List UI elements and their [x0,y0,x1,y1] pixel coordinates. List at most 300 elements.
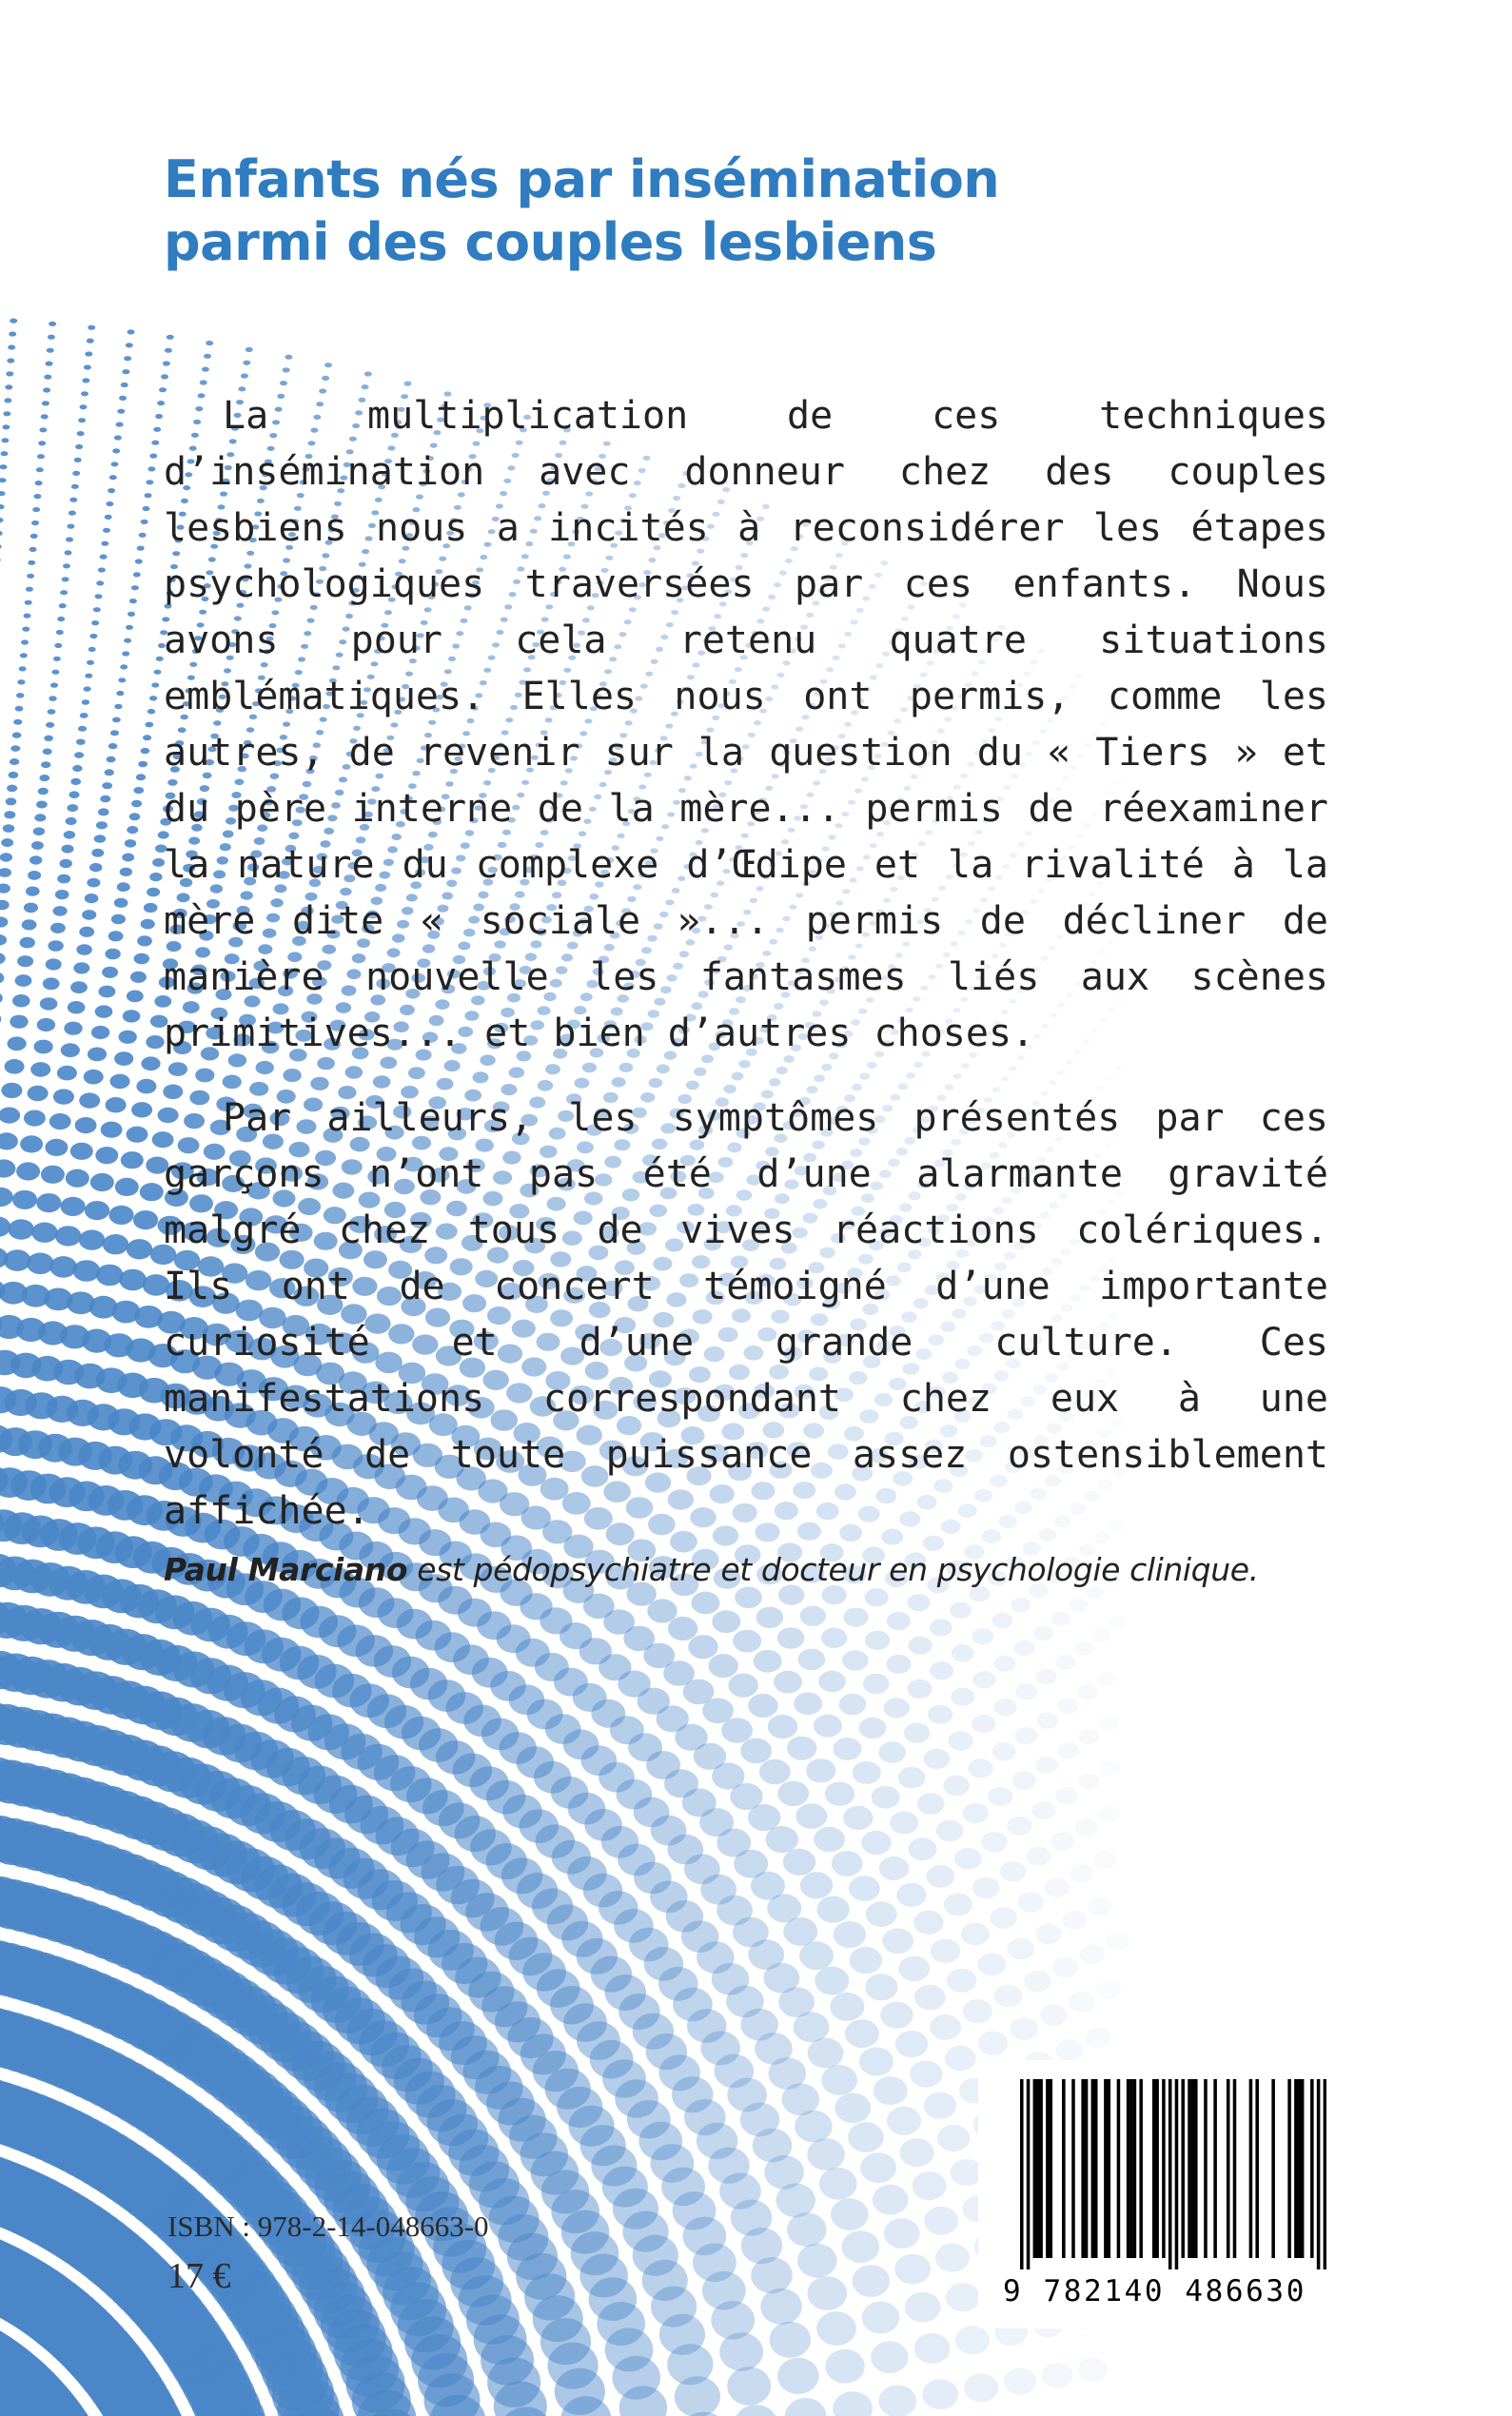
halftone-dot [27,1253,54,1275]
halftone-dot [85,351,92,356]
halftone-dot [28,560,35,565]
halftone-dot [740,1738,772,1764]
halftone-dot [127,991,144,1003]
halftone-dot [67,524,74,529]
halftone-dot [1097,1980,1122,1999]
halftone-dot [12,732,22,737]
halftone-dot [992,1613,1012,1628]
halftone-dot [147,466,155,471]
halftone-dot [69,498,77,502]
halftone-dot [0,1108,20,1124]
halftone-dot [859,1718,887,1739]
barcode-bar [1104,2079,1108,2258]
barcode-bar [1127,2079,1130,2258]
halftone-dot [41,761,50,768]
halftone-dot [799,1941,834,1970]
halftone-dot [143,735,151,740]
halftone-dot [139,533,147,538]
halftone-dot [798,1649,826,1671]
barcode-bar [1255,2079,1259,2258]
halftone-dot [118,678,126,682]
halftone-dot [5,384,12,389]
barcode-bar [1050,2079,1053,2258]
halftone-dot [17,955,33,967]
halftone-dot [200,380,207,384]
halftone-dot [81,391,88,396]
halftone-dot [712,1610,740,1633]
halftone-dot [833,2391,873,2416]
halftone-dot [88,325,95,330]
halftone-dot [136,774,146,780]
halftone-dot [800,1872,833,1898]
halftone-dot [66,1169,89,1188]
halftone-dot [865,1974,897,2000]
halftone-dot [45,1139,68,1156]
halftone-dot [6,797,17,805]
halftone-dot [69,791,79,798]
halftone-dot [898,1956,930,1982]
halftone-dot [28,1086,49,1101]
halftone-dot [84,686,91,691]
halftone-dot [981,1832,1007,1852]
halftone-dot [735,2405,778,2416]
halftone-dot [141,1056,160,1071]
halftone-dot [73,1260,101,1282]
halftone-dot [907,1679,932,1699]
halftone-dot [1000,1861,1026,1881]
halftone-dot [872,1786,900,1809]
halftone-dot [30,1062,50,1077]
halftone-dot [49,322,56,326]
halftone-dot [1109,1616,1128,1628]
halftone-dot [978,2032,1008,2055]
halftone-dot [909,1837,937,1860]
halftone-dot [87,660,94,665]
halftone-dot [843,1806,873,1830]
halftone-dot [24,1110,46,1127]
halftone-dot [0,478,7,482]
halftone-dot [57,874,70,884]
halftone-dot [112,717,121,723]
halftone-dot [49,1256,77,1278]
halftone-dot [84,1070,104,1085]
halftone-dot [0,518,4,522]
halftone-dot [130,972,147,983]
halftone-dot [880,2002,913,2029]
halftone-dot [41,1166,65,1184]
halftone-dot [131,1102,152,1117]
halftone-dot [1035,1924,1061,1944]
halftone-dot [1075,1818,1098,1836]
halftone-dot [1052,1957,1078,1977]
halftone-dot [860,2152,896,2183]
halftone-dot [1070,1864,1093,1882]
halftone-dot [31,841,44,850]
halftone-dot [76,739,86,745]
halftone-dot [95,594,103,599]
halftone-dot [283,367,290,372]
halftone-dot [137,935,152,946]
halftone-dot [106,501,113,506]
halftone-dot [55,890,69,899]
halftone-dot [8,344,15,349]
halftone-dot [404,382,412,386]
halftone-dot [135,559,143,563]
halftone-dot [37,454,45,459]
halftone-dot [835,2092,871,2123]
halftone-dot [22,919,37,930]
halftone-dot [818,1671,846,1693]
halftone-dot [1008,1938,1035,1960]
halftone-dot [1070,1599,1088,1612]
halftone-dot [890,1812,918,1835]
halftone-dot [78,418,86,422]
halftone-dot [1074,1641,1093,1656]
halftone-dot [988,1787,1012,1806]
barcode-bar [1117,2079,1121,2258]
halftone-dot [15,706,24,712]
barcode-bar [1227,2079,1230,2258]
halftone-dot [117,882,130,892]
halftone-dot [95,1147,118,1164]
halftone-dot [1089,1897,1112,1915]
halftone-dot [1079,1729,1100,1744]
halftone-dot [111,914,126,925]
barcode-bar [1317,2079,1321,2269]
barcode-bar [1233,2079,1237,2258]
halftone-dot [204,354,211,359]
halftone-dot [22,627,29,632]
halftone-dot [122,369,129,374]
halftone-dot [70,1143,93,1160]
halftone-dot [887,1612,911,1630]
halftone-dot [108,743,118,749]
halftone-dot [31,1223,57,1243]
halftone-dot [1069,1992,1094,2012]
halftone-dot [1099,1760,1120,1776]
halftone-dot [930,1619,952,1636]
halftone-dot [924,2207,958,2235]
halftone-dot [994,1699,1017,1716]
halftone-dot [145,722,153,728]
halftone-dot [75,444,83,449]
halftone-dot [787,1737,816,1760]
barcode-bar [1071,2079,1075,2258]
halftone-dot [82,378,89,383]
halftone-dot [128,612,135,617]
halftone-dot [144,903,158,913]
barcode-bar [1129,2079,1133,2258]
halftone-dot [69,511,76,516]
halftone-dot [1078,2358,1108,2382]
halftone-dot [951,1688,974,1706]
halftone-dot [1078,1774,1100,1790]
halftone-dot [53,906,68,916]
halftone-dot [922,2379,958,2409]
title-line-2: parmi des couples lesbiens [164,212,937,273]
halftone-dot [111,462,119,466]
halftone-dot [777,1781,809,1807]
halftone-dot [127,826,138,834]
halftone-dot [816,2311,856,2346]
halftone-dot [936,1820,964,1842]
halftone-dot [814,1827,845,1853]
halftone-dot [119,1269,147,1291]
halftone-dot [100,796,110,803]
halftone-dot [125,839,136,848]
halftone-dot [849,1876,880,1901]
halftone-dot [38,788,49,796]
barcode-bar [1062,2079,1066,2258]
halftone-dot [112,448,120,453]
halftone-dot [4,811,15,818]
halftone-dot [59,603,67,608]
halftone-dot [954,1848,982,1870]
halftone-dot [1092,1628,1110,1641]
halftone-dot [873,2185,909,2215]
isbn: ISBN : 978-2-14-048663-0 [167,2210,489,2243]
halftone-dot [0,531,3,536]
blurb-paragraph-2: Par ailleurs, les symptômes présentés par ces garçons n’ont pas été d’une alarmante gravité malgré chez tous de vives réactions colériques. Ils ont de concert témoigné d’une importante curiosité et d’une grande culture. Ces manifestations correspondant chez eux à une volonté de toute puissance assez ostensiblement affichée. [164,1096,1328,1533]
halftone-dot [0,934,7,946]
halftone-dot [913,2171,947,2200]
halftone-dot [853,1761,881,1784]
halftone-dot [161,374,168,379]
halftone-dot [33,494,41,499]
halftone-dot [147,709,155,715]
halftone-dot [12,994,30,1007]
barcode-bar [1081,2079,1085,2258]
halftone-dot [887,2107,921,2135]
halftone-dot [20,1135,43,1152]
halftone-dot [830,1993,864,2021]
halftone-dot [63,563,70,568]
halftone-dot [128,329,135,334]
halftone-dot [85,1201,109,1220]
halftone-dot [7,358,14,363]
barcode-bar [1085,2079,1089,2258]
halftone-dot [55,1226,81,1246]
halftone-dot [70,981,88,993]
halftone-dot [0,884,10,894]
halftone-dot [17,679,25,684]
halftone-dot [119,1031,137,1044]
barcode-bar [1139,2079,1143,2258]
barcode-bar [1020,2079,1024,2269]
halftone-dot [51,670,59,675]
halftone-dot [994,1985,1023,2008]
halftone-dot [95,1005,113,1017]
halftone-dot [879,2386,917,2416]
halftone-dot [56,630,64,635]
halftone-dot [57,617,65,621]
halftone-dot [0,491,6,496]
barcode-bar [1133,2079,1137,2258]
halftone-dot [30,534,38,539]
halftone-dot [80,404,88,409]
author-bio: est pédopsychiatre et docteur en psychologie clinique. [407,1551,1259,1588]
halftone-dot [1057,1742,1079,1758]
halftone-dot [64,831,75,839]
halftone-dot [32,507,40,512]
halftone-dot [0,953,6,964]
halftone-dot [16,1162,40,1180]
halftone-dot [831,2198,869,2230]
halftone-dot [322,376,329,381]
halftone-dot [99,986,116,998]
halftone-dot [129,599,137,603]
halftone-dot [1036,1669,1057,1684]
barcode-bar [1194,2079,1198,2258]
halftone-dot [814,1715,842,1738]
halftone-dot [133,1210,158,1229]
halftone-dot [33,827,45,835]
halftone-dot [6,371,13,376]
halftone-dot [908,1594,931,1611]
halftone-dot [140,1183,164,1201]
halftone-dot [1055,2039,1083,2061]
halftone-dot [88,1048,107,1062]
halftone-dot [126,343,133,347]
barcode-bar [1152,2079,1156,2258]
halftone-dot [10,1015,28,1029]
halftone-dot [82,699,89,705]
halftone-dot [0,900,10,911]
halftone-dot [859,2048,893,2076]
halftone-dot [800,1606,826,1626]
halftone-dot [1033,1626,1053,1641]
halftone-dot [1096,1672,1115,1686]
halftone-dot [721,1718,753,1743]
halftone-dot [815,1967,849,1995]
halftone-dot [777,1627,805,1649]
halftone-dot [850,1947,882,1974]
barcode-bar [1036,2079,1040,2258]
halftone-dot [88,647,96,652]
halftone-dot [839,1694,867,1716]
halftone-dot [57,1066,77,1081]
halftone-dot [944,1894,972,1916]
halftone-dot [1,1083,22,1098]
halftone-dot [96,821,108,829]
halftone-dot [38,441,46,445]
halftone-dot [7,785,17,793]
halftone-dot [924,1749,950,1769]
halftone-dot [935,2244,970,2272]
halftone-dot [1007,1817,1031,1836]
halftone-dot [43,977,60,990]
halftone-dot [48,709,56,715]
halftone-dot [832,1851,863,1876]
halftone-dot [28,871,41,880]
halftone-dot [79,1229,105,1249]
halftone-dot [1,438,9,442]
halftone-dot [35,481,43,485]
halftone-dot [863,1674,889,1694]
halftone-dot [943,1776,969,1796]
halftone-dot [9,331,16,336]
halftone-dot [1045,1878,1070,1897]
halftone-dot [4,398,11,403]
halftone-dot [949,1731,973,1750]
halftone-dot [794,1692,822,1715]
halftone-dot [1035,1757,1058,1774]
barcode-bar [1168,2079,1172,2269]
halftone-dot [114,1051,133,1066]
halftone-dot [324,363,332,367]
halftone-dot [807,2138,845,2170]
halftone-dot [834,1738,862,1760]
halftone-dot [42,401,49,405]
halftone-dot [727,2367,771,2406]
halftone-dot [93,607,101,612]
halftone-dot [1094,1852,1117,1869]
halftone-dot [882,1929,913,1954]
halftone-dot [117,409,125,414]
halftone-dot [795,1803,827,1829]
halftone-dot [68,804,79,812]
halftone-dot [20,937,35,949]
halftone-dot [1015,1683,1037,1699]
halftone-dot [124,356,131,361]
halftone-dot [806,1758,835,1782]
halftone-dot [768,1715,797,1738]
halftone-dot [709,1654,738,1678]
halftone-dot [15,974,32,987]
halftone-dot [0,1188,13,1207]
halftone-dot [50,923,66,933]
halftone-dot [691,1592,719,1615]
halftone-dot [808,2276,848,2310]
halftone-dot [842,2230,880,2263]
halftone-dot [167,335,174,340]
halftone-dot [947,1969,976,1993]
halftone-dot [787,2212,827,2247]
halftone-dot [46,362,53,366]
halftone-dot [39,427,47,432]
halftone-dot [884,1698,910,1718]
halftone-dot [79,1092,100,1108]
halftone-dot [62,577,69,581]
halftone-dot [754,1650,782,1673]
halftone-dot [145,493,152,498]
halftone-dot [1099,1716,1119,1731]
halftone-dot [98,808,109,815]
halftone-dot [127,1127,148,1143]
halftone-dot [91,620,99,625]
halftone-dot [131,800,142,808]
halftone-dot [103,1234,128,1254]
halftone-dot [122,651,129,656]
halftone-dot [68,1001,86,1013]
halftone-dot [245,347,253,352]
halftone-dot [13,719,22,725]
halftone-dot [141,520,148,524]
halftone-dot [862,2302,900,2334]
halftone-dot [1051,1833,1075,1851]
halftone-dot [101,1122,123,1138]
halftone-dot [0,464,8,469]
halftone-dot [243,361,250,365]
halftone-dot [1031,1801,1055,1819]
halftone-dot [36,467,44,472]
halftone-dot [905,2292,941,2323]
halftone-dot [930,2014,961,2040]
halftone-dot [149,873,162,881]
halftone-dot [1098,1805,1120,1821]
halftone-dot [43,387,50,392]
halftone-dot [26,887,40,896]
